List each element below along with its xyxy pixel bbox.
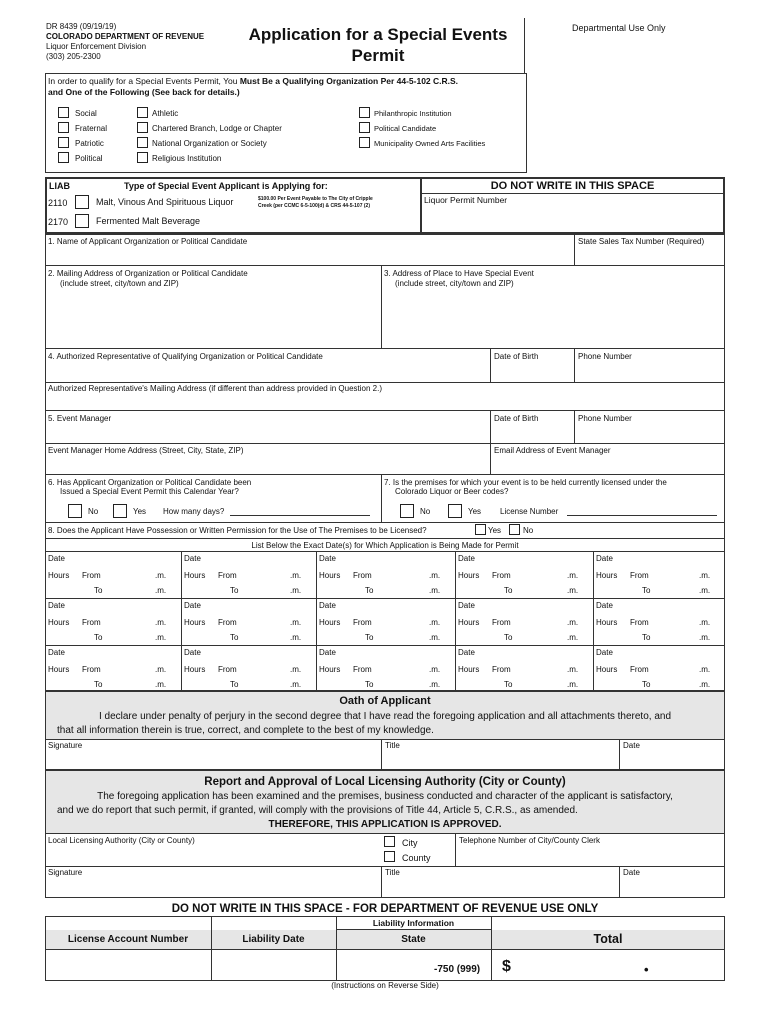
date-input[interactable] — [623, 600, 721, 611]
col-liability-date: Liability Date — [242, 934, 305, 945]
dollar-sign: $ — [502, 958, 511, 975]
from-label: From — [353, 571, 372, 580]
how-many-days-label: How many days? — [163, 507, 225, 516]
date-label: Date — [48, 648, 65, 657]
label-patriotic: Patriotic — [75, 139, 104, 148]
label-municipality-arts: Municipality Owned Arts Facilities — [374, 139, 486, 148]
total-input[interactable] — [520, 950, 724, 980]
rule-rep-mail — [45, 410, 725, 411]
to-label: To — [504, 633, 513, 642]
hours-label: Hours — [458, 618, 480, 627]
checkbox-national-org[interactable] — [137, 137, 148, 148]
label-social: Social — [75, 109, 97, 118]
hours-label: Hours — [458, 665, 480, 674]
field-7-label: 7. Is the premises for which your event is to be held currently licensed under the — [384, 478, 667, 487]
to-time-input[interactable] — [655, 678, 703, 690]
from-meridiem-label: .m. — [699, 665, 711, 674]
from-time-input[interactable] — [243, 569, 294, 581]
date-input[interactable] — [346, 553, 451, 564]
field-5-label: 5. Event Manager — [48, 414, 112, 423]
field-8-label: 8. Does the Applicant Have Possession or Written Permission for the Use of The Premises to be Licensed? — [48, 526, 427, 535]
to-time-input[interactable] — [655, 584, 703, 596]
from-time-input[interactable] — [243, 663, 294, 675]
to-label: To — [365, 586, 374, 595]
total-dot: • — [644, 962, 649, 977]
to-time-input[interactable] — [517, 631, 571, 643]
from-label: From — [218, 618, 237, 627]
col-license-account: License Account Number — [67, 934, 189, 945]
dates-heading: List Below the Exact Date(s) for Which Application is Being Made for Permit — [251, 541, 519, 550]
checkbox-fraternal[interactable] — [58, 122, 69, 133]
q7-no-label: No — [420, 507, 431, 516]
hours-label: Hours — [596, 571, 618, 580]
rule-mgr — [45, 474, 725, 475]
license-number-input[interactable] — [567, 515, 717, 516]
fee-note-1: $100.00 Per Event Payable to The City of Cripple — [258, 196, 373, 202]
date-label: Date — [48, 601, 65, 610]
oath-title: Oath of Applicant — [339, 695, 431, 707]
from-time-input[interactable] — [107, 663, 159, 675]
label-political: Political — [75, 154, 103, 163]
divider-row5-b — [574, 410, 575, 443]
qualify-line1 — [48, 76, 458, 86]
clerk-phone-label: Telephone Number of City/County Clerk — [459, 836, 600, 845]
report-date-label: Date — [623, 868, 640, 877]
oath-text-2: that all information therein is true, correct, and complete to the best of my knowledge. — [57, 725, 434, 736]
q6-yes-label: Yes — [133, 507, 147, 516]
oath-title-input[interactable] — [382, 752, 618, 769]
event-address-input[interactable] — [382, 292, 724, 346]
date-grid-vline — [181, 551, 182, 691]
date-label: Date — [319, 601, 336, 610]
date-input[interactable] — [211, 647, 312, 658]
to-time-input[interactable] — [378, 631, 433, 643]
to-label: To — [504, 586, 513, 595]
date-label: Date — [319, 554, 336, 563]
form-title-line1: Application for a Special Events — [248, 25, 508, 44]
label-athletic: Athletic — [152, 109, 179, 118]
form-title-line2: Permit — [351, 46, 405, 65]
field-6-sublabel: Issued a Special Event Permit this Calendar Year? — [60, 487, 239, 496]
date-grid-hline — [45, 645, 725, 646]
checkbox-social[interactable] — [58, 107, 69, 118]
permit-number-label: Liquor Permit Number — [424, 195, 508, 205]
date-input[interactable] — [346, 600, 451, 611]
checkbox-q7-no[interactable] — [400, 504, 414, 518]
to-time-input[interactable] — [243, 678, 294, 690]
oath-date-label: Date — [623, 741, 640, 750]
division-name: Liquor Enforcement Division — [46, 42, 147, 51]
report-text-2: and we do report that such permit, if granted, will comply with the provisions of Title 44, Article 5, C.R.S., as amended. — [57, 805, 578, 816]
date-label: Date — [184, 648, 201, 657]
from-meridiem-label: .m. — [155, 665, 167, 674]
checkbox-religious[interactable] — [137, 152, 148, 163]
date-input[interactable] — [623, 647, 721, 658]
liability-date-input[interactable] — [212, 950, 335, 980]
from-time-input[interactable] — [655, 616, 703, 628]
divider-row4-b — [574, 348, 575, 382]
date-input[interactable] — [75, 647, 177, 658]
label-fermented-malt: Fermented Malt Beverage — [96, 216, 201, 226]
hours-label: Hours — [458, 571, 480, 580]
from-time-input[interactable] — [378, 569, 433, 581]
code-2170: 2170 — [48, 217, 69, 227]
hours-label: Hours — [184, 571, 206, 580]
from-label: From — [218, 665, 237, 674]
report-text-3: THEREFORE, THIS APPLICATION IS APPROVED. — [268, 819, 502, 830]
to-time-input[interactable] — [517, 678, 571, 690]
hours-label: Hours — [184, 665, 206, 674]
to-time-input[interactable] — [378, 678, 433, 690]
from-label: From — [492, 618, 511, 627]
rep-mailing-input[interactable] — [46, 395, 724, 409]
sales-tax-input[interactable] — [575, 248, 724, 264]
liability-info-label: Liability Information — [372, 918, 455, 928]
date-label: Date — [184, 554, 201, 563]
label-national-org: National Organization or Society — [152, 139, 267, 148]
mailing-address-input[interactable] — [46, 292, 380, 346]
to-meridiem-label: .m. — [155, 633, 167, 642]
from-meridiem-label: .m. — [290, 618, 302, 627]
division-phone: (303) 205-2300 — [46, 52, 101, 61]
from-label: From — [218, 571, 237, 580]
checkbox-philanthropic[interactable] — [359, 107, 370, 118]
to-meridiem-label: .m. — [567, 633, 579, 642]
date-label: Date — [458, 648, 475, 657]
from-time-input[interactable] — [517, 663, 571, 675]
date-label: Date — [319, 648, 336, 657]
to-label: To — [94, 633, 103, 642]
applicant-type-heading: Type of Special Event Applicant is Applying for: — [124, 181, 328, 191]
manager-address-label: Event Manager Home Address (Street, City, State, ZIP) — [48, 446, 244, 455]
from-meridiem-label: .m. — [429, 618, 441, 627]
oath-signature-label: Signature — [48, 741, 83, 750]
report-signature-label: Signature — [48, 868, 83, 877]
hours-label: Hours — [184, 618, 206, 627]
oath-title-label: Title — [385, 741, 400, 750]
divider-row5-a — [490, 410, 491, 443]
date-input[interactable] — [485, 553, 589, 564]
from-label: From — [82, 618, 101, 627]
hours-label: Hours — [48, 665, 70, 674]
from-meridiem-label: .m. — [155, 571, 167, 580]
checkbox-malt-vinous-spirituous[interactable] — [75, 195, 89, 209]
county-label: County — [402, 853, 431, 863]
to-label: To — [230, 680, 239, 689]
report-title-input[interactable] — [382, 879, 618, 897]
to-meridiem-label: .m. — [290, 680, 302, 689]
checkbox-athletic[interactable] — [137, 107, 148, 118]
rule-row2 — [45, 348, 725, 349]
from-time-input[interactable] — [107, 616, 159, 628]
date-input[interactable] — [623, 553, 721, 564]
q7-yes-label: Yes — [468, 507, 482, 516]
from-time-input[interactable] — [655, 663, 703, 675]
date-label: Date — [184, 601, 201, 610]
date-label: Date — [596, 648, 613, 657]
to-meridiem-label: .m. — [429, 633, 441, 642]
dnw-rule — [420, 193, 725, 194]
to-time-input[interactable] — [107, 584, 159, 596]
to-label: To — [642, 633, 651, 642]
applicant-name-input[interactable] — [46, 248, 573, 264]
from-meridiem-label: .m. — [429, 571, 441, 580]
from-time-input[interactable] — [655, 569, 703, 581]
from-time-input[interactable] — [517, 569, 571, 581]
to-label: To — [365, 633, 374, 642]
rule-dates-heading — [45, 551, 725, 552]
footer-dnw: DO NOT WRITE IN THIS SPACE - FOR DEPARTMENT OF REVENUE USE ONLY — [171, 903, 599, 915]
divider-row4-a — [490, 348, 491, 382]
label-religious: Religious Institution — [152, 154, 222, 163]
q8-yes-label: Yes — [488, 526, 502, 535]
report-title-label: Title — [385, 868, 400, 877]
label-chartered-branch: Chartered Branch, Lodge or Chapter — [152, 124, 282, 133]
field-4-label: 4. Authorized Representative of Qualifying Organization or Political Candidate — [48, 352, 323, 361]
rule-row4 — [45, 382, 725, 383]
field-1-label: 1. Name of Applicant Organization or Political Candidate — [48, 237, 248, 246]
hours-label: Hours — [319, 665, 341, 674]
dob-label: Date of Birth — [494, 352, 539, 361]
report-text-1: The foregoing application has been examined and the premises, business conducted and character of the applicant is satisfactory, — [97, 791, 673, 802]
q6-no-label: No — [88, 507, 99, 516]
from-label: From — [492, 571, 511, 580]
from-meridiem-label: .m. — [567, 571, 579, 580]
to-label: To — [365, 680, 374, 689]
report-title: Report and Approval of Local Licensing Authority (City or County) — [204, 776, 566, 788]
from-label: From — [82, 571, 101, 580]
to-meridiem-label: .m. — [699, 633, 711, 642]
to-label: To — [642, 680, 651, 689]
rule-row1 — [45, 265, 725, 266]
date-grid-vline — [455, 551, 456, 691]
from-meridiem-label: .m. — [290, 665, 302, 674]
qualify-line1-bold: Must Be a Qualifying Organization Per 44-5-102 C.R.S. — [239, 76, 459, 86]
field-7-sublabel: Colorado Liquor or Beer codes? — [395, 487, 509, 496]
to-meridiem-label: .m. — [290, 586, 302, 595]
from-label: From — [492, 665, 511, 674]
authority-label: Local Licensing Authority (City or County) — [48, 836, 195, 845]
to-time-input[interactable] — [107, 678, 159, 690]
oath-signature-input[interactable] — [46, 752, 380, 769]
to-label: To — [642, 586, 651, 595]
from-label: From — [353, 665, 372, 674]
label-political-candidate: Political Candidate — [374, 124, 437, 133]
license-account-input[interactable] — [46, 950, 210, 980]
date-label: Date — [596, 601, 613, 610]
checkbox-q7-yes[interactable] — [448, 504, 462, 518]
oath-date-input[interactable] — [620, 752, 724, 769]
manager-email-label: Email Address of Event Manager — [494, 446, 611, 455]
from-meridiem-label: .m. — [429, 665, 441, 674]
from-time-input[interactable] — [378, 663, 433, 675]
manager-phone-label: Phone Number — [578, 414, 632, 423]
report-date-input[interactable] — [620, 879, 724, 897]
to-time-input[interactable] — [655, 631, 703, 643]
to-label: To — [94, 586, 103, 595]
qualify-line2: and One of the Following (See back for details.) — [48, 87, 240, 97]
col-total: Total — [593, 932, 623, 946]
to-time-input[interactable] — [378, 584, 433, 596]
col-state: State — [401, 934, 426, 945]
to-label: To — [230, 586, 239, 595]
dept-name: COLORADO DEPARTMENT OF REVENUE — [46, 32, 205, 41]
date-input[interactable] — [211, 600, 312, 611]
from-label: From — [630, 571, 649, 580]
to-time-input[interactable] — [517, 584, 571, 596]
field-3-label: 3. Address of Place to Have Special Event — [384, 269, 534, 278]
from-label: From — [630, 665, 649, 674]
to-label: To — [230, 633, 239, 642]
date-input[interactable] — [75, 600, 177, 611]
instructions-note: (Instructions on Reverse Side) — [331, 981, 439, 990]
to-label: To — [94, 680, 103, 689]
to-time-input[interactable] — [107, 631, 159, 643]
date-input[interactable] — [346, 647, 451, 658]
to-meridiem-label: .m. — [290, 633, 302, 642]
hours-label: Hours — [319, 618, 341, 627]
date-label: Date — [458, 554, 475, 563]
field-6-label: 6. Has Applicant Organization or Political Candidate been — [48, 478, 252, 487]
rep-mailing-label: Authorized Representative's Mailing Address (if different than address provided in Question 2.) — [48, 384, 383, 393]
sales-tax-label: State Sales Tax Number (Required) — [578, 237, 705, 246]
date-label: Date — [458, 601, 475, 610]
oath-text-1: I declare under penalty of perjury in the second degree that I have read the foregoing application and all attachments thereto, and — [98, 711, 672, 722]
liab-label: LIAB — [49, 181, 70, 191]
to-label: To — [504, 680, 513, 689]
from-meridiem-label: .m. — [155, 618, 167, 627]
header-divider — [524, 18, 525, 74]
hours-label: Hours — [596, 665, 618, 674]
date-label: Date — [48, 554, 65, 563]
to-meridiem-label: .m. — [429, 586, 441, 595]
from-meridiem-label: .m. — [699, 618, 711, 627]
report-signature-input[interactable] — [46, 879, 380, 897]
to-meridiem-label: .m. — [429, 680, 441, 689]
label-fraternal: Fraternal — [75, 124, 108, 133]
rule-report — [45, 833, 725, 834]
to-meridiem-label: .m. — [567, 680, 579, 689]
to-meridiem-label: .m. — [567, 586, 579, 595]
divider-report-a — [455, 833, 456, 866]
hours-label: Hours — [48, 618, 70, 627]
checkbox-city[interactable] — [384, 836, 395, 847]
how-many-days-input[interactable] — [230, 515, 370, 516]
date-grid-hline — [45, 598, 725, 599]
from-meridiem-label: .m. — [567, 618, 579, 627]
rule-oath — [45, 739, 725, 740]
checkbox-political[interactable] — [58, 152, 69, 163]
phone-label: Phone Number — [578, 352, 632, 361]
date-grid-vline — [593, 551, 594, 691]
date-input[interactable] — [75, 553, 177, 564]
hours-label: Hours — [48, 571, 70, 580]
from-label: From — [630, 618, 649, 627]
from-label: From — [353, 618, 372, 627]
rule-report-2 — [45, 866, 725, 867]
q8-no-label: No — [523, 526, 534, 535]
city-label: City — [402, 838, 418, 848]
checkbox-county[interactable] — [384, 851, 395, 862]
checkbox-patriotic[interactable] — [58, 137, 69, 148]
manager-dob-label: Date of Birth — [494, 414, 539, 423]
label-philanthropic: Philanthropic Institution — [374, 109, 452, 118]
checkbox-municipality-arts[interactable] — [359, 137, 370, 148]
from-time-input[interactable] — [243, 616, 294, 628]
date-label: Date — [596, 554, 613, 563]
checkbox-q6-no[interactable] — [68, 504, 82, 518]
to-time-input[interactable] — [243, 584, 294, 596]
from-time-input[interactable] — [378, 616, 433, 628]
date-input[interactable] — [211, 553, 312, 564]
checkbox-political-candidate[interactable] — [359, 122, 370, 133]
to-meridiem-label: .m. — [699, 680, 711, 689]
checkbox-fermented-malt[interactable] — [75, 214, 89, 228]
hours-label: Hours — [319, 571, 341, 580]
from-meridiem-label: .m. — [290, 571, 302, 580]
from-meridiem-label: .m. — [567, 665, 579, 674]
to-meridiem-label: .m. — [699, 586, 711, 595]
date-grid-vline — [316, 551, 317, 691]
fee-note-2: Creek (per CCMC 6-5-100(d) & CRS 44-5-107 (2) — [258, 203, 370, 209]
code-2110: 2110 — [48, 198, 68, 208]
divider-row6 — [381, 474, 382, 522]
from-time-input[interactable] — [107, 569, 159, 581]
label-malt-vinous-spirituous: Malt, Vinous And Spirituous Liquor — [96, 197, 234, 207]
to-meridiem-label: .m. — [155, 586, 167, 595]
checkbox-q8-no[interactable] — [509, 524, 520, 535]
checkbox-q8-yes[interactable] — [475, 524, 486, 535]
rule-row6 — [45, 522, 725, 523]
divider-mgr — [490, 443, 491, 474]
to-time-input[interactable] — [243, 631, 294, 643]
date-input[interactable] — [485, 647, 589, 658]
from-time-input[interactable] — [517, 616, 571, 628]
dept-use-label: Departmental Use Only — [572, 23, 666, 33]
field-3-sublabel: (include street, city/town and ZIP) — [395, 279, 514, 288]
hours-label: Hours — [596, 618, 618, 627]
rule-row5 — [45, 443, 725, 444]
rule-row8 — [45, 538, 725, 539]
form-id: DR 8439 (09/19/19) — [46, 22, 117, 31]
checkbox-chartered-branch[interactable] — [137, 122, 148, 133]
license-number-label: License Number — [500, 507, 559, 516]
from-label: From — [82, 665, 101, 674]
field-2-sublabel: (include street, city/town and ZIP) — [60, 279, 179, 288]
to-meridiem-label: .m. — [155, 680, 167, 689]
qualify-line1-prefix: In order to qualify for a Special Events Permit, You — [48, 76, 240, 86]
checkbox-q6-yes[interactable] — [113, 504, 127, 518]
from-meridiem-label: .m. — [699, 571, 711, 580]
date-input[interactable] — [485, 600, 589, 611]
state-code: -750 (999) — [434, 964, 481, 975]
field-2-label: 2. Mailing Address of Organization or Political Candidate — [48, 269, 248, 278]
dnw-heading: DO NOT WRITE IN THIS SPACE — [490, 180, 655, 192]
